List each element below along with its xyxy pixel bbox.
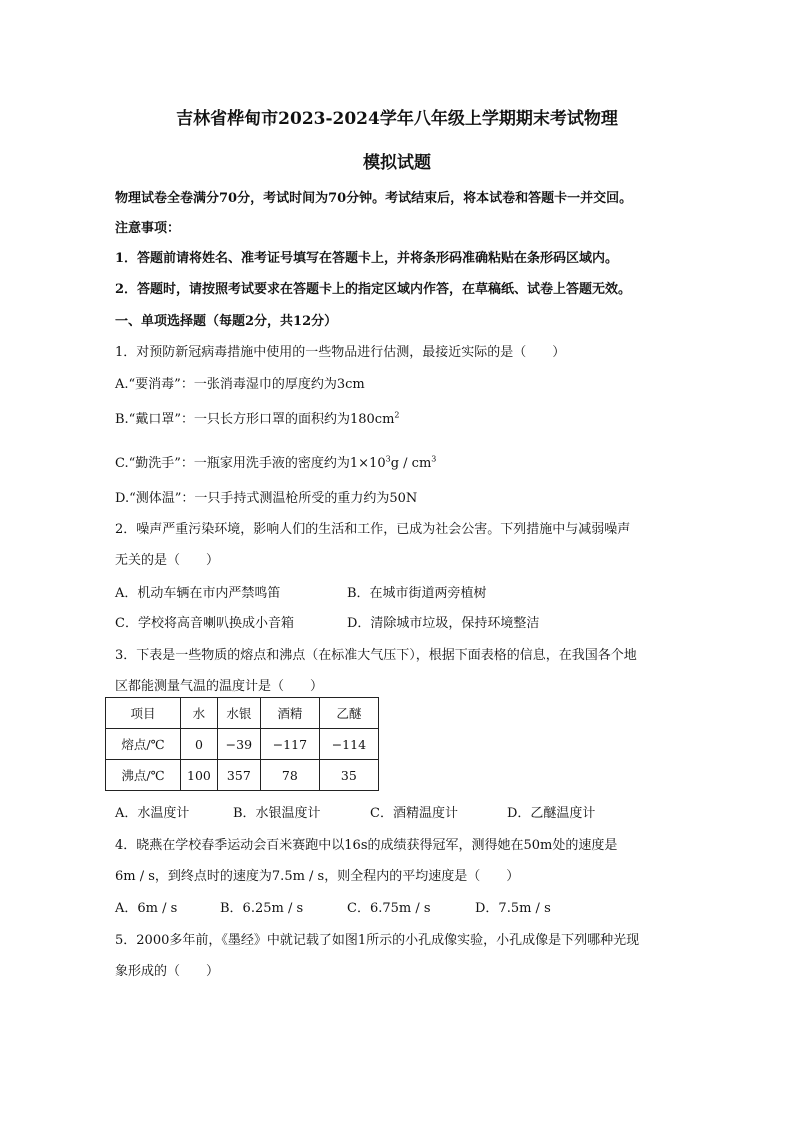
table-cell: −39	[217, 729, 260, 760]
exam-subtitle: 模拟试题	[363, 153, 431, 173]
q2-option-d: D．清除城市垃圾，保持环境整洁	[347, 616, 540, 631]
q1-option-d: D.“测体温”：一只手持式测温枪所受的重力约为50N	[115, 491, 418, 506]
q1-option-b	[115, 408, 400, 427]
q4-option-a: A．6m / s	[115, 901, 178, 916]
q1-option-b-sup: 2	[394, 410, 400, 420]
table-cell: 100	[181, 760, 218, 791]
q4-option-c: C．6.75m / s	[347, 901, 431, 916]
q1-option-c-text: C.“勤洗手”：一瓶家用洗手液的密度约为1×10	[115, 456, 386, 471]
table-cell: −114	[319, 729, 378, 760]
q4-option-d: D．7.5m / s	[475, 901, 551, 916]
q4-stem-cont: 6m / s，到终点时的速度为7.5m / s，则全程内的平均速度是（ ）	[115, 869, 520, 884]
melting-boiling-table	[105, 697, 379, 791]
table-cell: 35	[319, 760, 378, 791]
table-header-row	[106, 698, 379, 729]
q2-option-b: B．在城市街道两旁植树	[347, 586, 487, 601]
notice-item: 2．答题时，请按照考试要求在答题卡上的指定区域内作答，在草稿纸、试卷上答题无效。	[115, 282, 632, 297]
q3-option-b: B．水银温度计	[233, 806, 321, 821]
q2-option-c: C．学校将高音喇叭换成小音箱	[115, 616, 294, 631]
section-heading: 一、单项选择题（每题2分，共12分）	[115, 314, 338, 329]
q4-stem: 4．晓燕在学校春季运动会百米赛跑中以16s的成绩获得冠军，测得她在50m处的速度是	[115, 838, 618, 853]
q5-stem: 5．2000多年前，《墨经》中就记载了如图1所示的小孔成像实验，小孔成像是下列哪种光现	[115, 933, 640, 948]
q2-option-a: A．机动车辆在市内严禁鸣笛	[115, 586, 281, 601]
q3-stem-cont: 区都能测量气温的温度计是（ ）	[115, 679, 324, 694]
table-cell: 酒精	[260, 698, 319, 729]
q1-option-c-sup1: 3	[385, 454, 391, 464]
q2-stem-cont: 无关的是（ ）	[115, 553, 220, 568]
table-cell: 乙醚	[319, 698, 378, 729]
notice-item: 1．答题前请将姓名、准考证号填写在答题卡上，并将条形码准确粘贴在条形码区域内。	[115, 251, 619, 266]
q3-option-a: A．水温度计	[115, 806, 190, 821]
q2-stem: 2．噪声严重污染环境，影响人们的生活和工作，已成为社会公害。下列措施中与减弱噪声	[115, 522, 631, 537]
notice-heading: 注意事项：	[115, 221, 181, 236]
q4-option-b: B．6.25m / s	[220, 901, 304, 916]
table-cell: 357	[217, 760, 260, 791]
table-cell: 熔点/℃	[106, 729, 181, 760]
table-cell: 水银	[217, 698, 260, 729]
table-row	[106, 729, 379, 760]
table-cell: 项目	[106, 698, 181, 729]
q1-option-c-sup2: 3	[431, 454, 437, 464]
table-cell: 水	[181, 698, 218, 729]
intro-text: 物理试卷全卷满分70分，考试时间为70分钟。考试结束后，将本试卷和答题卡一并交回。	[115, 191, 633, 206]
exam-title: 吉林省桦甸市2023-2024学年八年级上学期期末考试物理	[176, 109, 618, 129]
q3-option-d: D．乙醚温度计	[507, 806, 596, 821]
table-cell: −117	[260, 729, 319, 760]
table-row	[106, 760, 379, 791]
q1-option-b-text: B.“戴口罩”：一只长方形口罩的面积约为180cm	[115, 412, 395, 427]
q1-stem: 1．对预防新冠病毒措施中使用的一些物品进行估测，最接近实际的是（ ）	[115, 345, 566, 360]
q1-option-c	[115, 452, 436, 471]
table-cell: 沸点/℃	[106, 760, 181, 791]
table-cell: 78	[260, 760, 319, 791]
q3-option-c: C．酒精温度计	[370, 806, 458, 821]
q1-option-c-unit: g / cm	[390, 456, 432, 471]
q5-stem-cont: 象形成的（ ）	[115, 964, 220, 979]
q3-stem: 3．下表是一些物质的熔点和沸点（在标准大气压下），根据下面表格的信息，在我国各个地	[115, 648, 637, 663]
table-cell: 0	[181, 729, 218, 760]
q1-option-a: A.“要消毒”：一张消毒湿巾的厚度约为3cm	[115, 377, 365, 392]
